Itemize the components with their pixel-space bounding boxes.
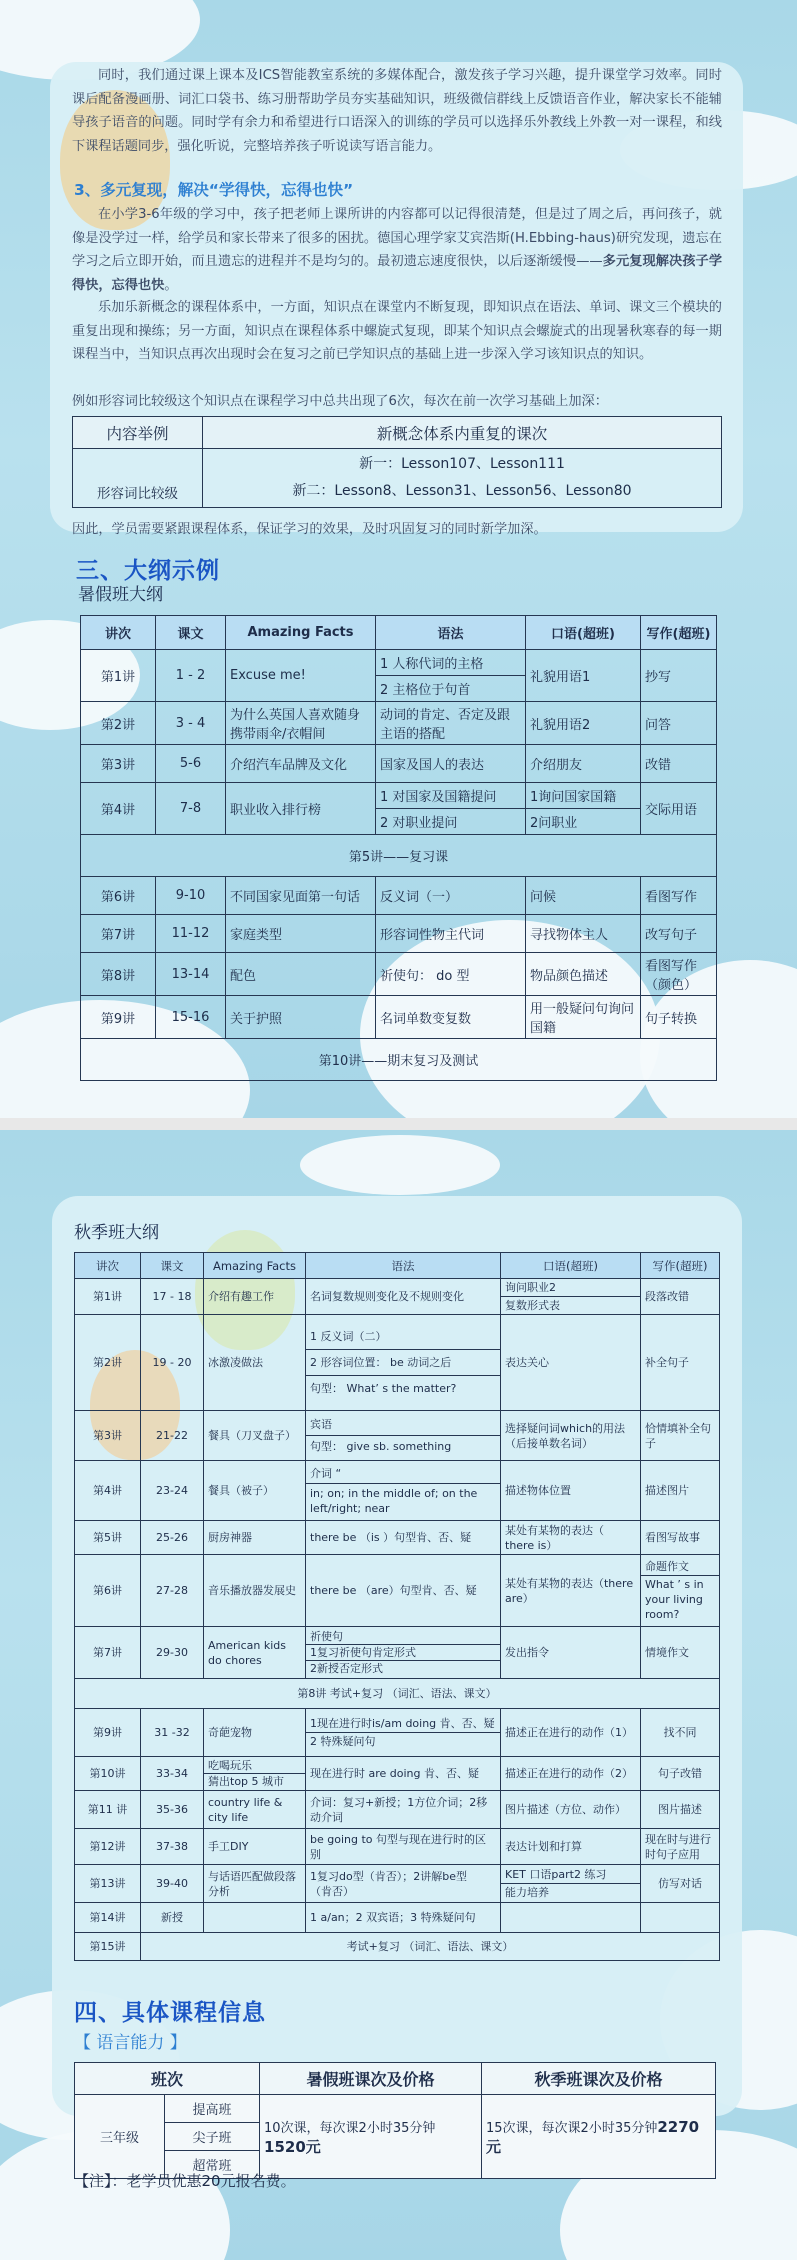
lesson-writing: 句子改错 [641,1757,720,1791]
lesson-grammar: 1 a/an；2 双宾语；3 特殊疑问句 [306,1903,501,1933]
bold-phrase: 多元复现解决孩子学得快，忘得也快 [72,254,723,293]
lesson-text: 7-8 [156,783,226,835]
summer-price-text: 10次课，每次课2小时35分钟 [264,2120,436,2136]
lessons-new-two: 新二：Lesson8、Lesson31、Lesson56、Lesson80 [292,483,632,499]
lesson-oral: 描述物体位置 [501,1461,641,1521]
lesson-number: 第15讲 [75,1933,141,1961]
lesson-writing: 看图写作（颜色） [641,953,717,996]
lesson-grammar [376,783,526,835]
lesson-number: 第2讲 [75,1315,141,1411]
lesson-oral: 寻找物体主人 [526,915,641,953]
paragraph-text: 在小学3-6年级的学习中，孩子把老师上课所讲的内容都可以记得很清楚，但是过了周之后，再问孩子，就像是没学过一样，给学员和家长带来了很多的困扰。德国心理学家艾宾浩斯(H.Ebbing-haus)研究发现，遗忘在学习之后立即开始，而且遗忘的进程并不是均匀的。最初遗忘速度很快，以后逐渐缓慢—— [72,207,722,269]
lesson-number: 第8讲 [81,953,156,996]
lesson-number: 第6讲 [75,1555,141,1627]
summer-price-cell [260,2095,482,2179]
lesson-oral: 问候 [526,877,641,915]
lesson-number: 第6讲 [81,877,156,915]
grammar-line: 1复习do型（肯否）；2讲解be型 [310,1869,467,1883]
lesson-grammar-line: 1 对国家及国籍提问 [376,783,525,809]
lesson-oral: 描述正在进行的动作（2） [501,1757,641,1791]
oral-line: 能力培养 [505,1886,549,1899]
lesson-number: 第4讲 [81,783,156,835]
lesson-number: 第3讲 [75,1411,141,1461]
grammar-line: 2新授否定形式 [310,1662,383,1675]
lesson-grammar [306,1865,501,1903]
lesson-oral: 用一般疑问句询问国籍 [526,996,641,1039]
lesson-oral: 介绍朋友 [526,745,641,783]
lesson-oral: 某处有某物的表达（there are） [501,1555,641,1627]
lesson-writing: 仿写对话 [641,1865,720,1903]
grade-cell: 三年级 [75,2095,165,2179]
table-row [81,702,717,745]
lesson-number: 第1讲 [75,1279,141,1315]
oral-line: KET 口语part2 练习 [501,1866,640,1884]
fall-outline-title: 秋季班大纲 [74,1223,159,1243]
lesson-oral [501,1279,641,1315]
lesson-text: 27-28 [141,1555,204,1627]
lesson-facts: 为什么英国人喜欢随身携带雨伞/衣帽间 [226,702,376,745]
lesson-text: 9-10 [156,877,226,915]
lesson-writing: 改错 [641,745,717,783]
lesson-facts: 配色 [226,953,376,996]
lesson-oral: 选择疑问词which的用法（后接单数名词） [501,1411,641,1461]
lesson-number: 第7讲 [75,1627,141,1679]
lesson-facts: American kids do chores [204,1627,306,1679]
table-row [75,1279,720,1315]
lesson-grammar: 动词的肯定、否定及跟主语的搭配 [376,702,526,745]
lesson-number: 第12讲 [75,1829,141,1865]
lesson-writing: 抄写 [641,650,717,702]
lesson-text: 19 - 20 [141,1315,204,1411]
summer-price: 1520元 [264,2137,321,2156]
lesson-writing: 现在时与进行时句子应用 [641,1829,720,1865]
lesson-writing: 段落改错 [641,1279,720,1315]
lesson-number: 第10讲 [75,1757,141,1791]
lesson-writing: 恰情填补全句子 [641,1411,720,1461]
lesson-oral: 礼貌用语2 [526,702,641,745]
grammar-line: 句型： What’ s the matter? [310,1382,457,1395]
lesson-oral: 物品颜色描述 [526,953,641,996]
lesson-facts: 音乐播放器发展史 [204,1555,306,1627]
lessons-new-one: 新一：Lesson107、Lesson111 [359,456,565,472]
price-header-summer: 暑假班课次及价格 [260,2063,482,2095]
paragraph-end: 。 [164,277,178,293]
lesson-number: 第7讲 [81,915,156,953]
grammar-line: 1复习祈使句肯定形式 [306,1645,500,1661]
lesson-text: 33-34 [141,1757,204,1791]
lesson-number: 第4讲 [75,1461,141,1521]
table-row [81,915,717,953]
lesson-grammar: 介词：复习+新授；1方位介词；2移动介词 [306,1791,501,1829]
table-row [75,1791,720,1829]
table-row [75,1933,720,1961]
price-header-class: 班次 [75,2063,260,2095]
lesson-grammar-line: 2 对职业提问 [380,816,458,831]
table-row [81,877,717,915]
lesson-writing: 描述图片 [641,1461,720,1521]
table-row [81,1039,717,1081]
example-lessons [203,449,722,508]
lesson-text: 23-24 [141,1461,204,1521]
table-row [81,783,717,835]
example-header-content: 内容举例 [73,417,203,449]
lesson-writing [641,1555,720,1627]
section-course-info-title: 四、具体课程信息 [74,2000,266,2026]
summer-header-cell: Amazing Facts [226,616,376,650]
lesson-facts: 手工DIY [204,1829,306,1865]
example-topic: 形容词比较级 [73,449,203,508]
fall-header-cell: 写作(超班) [641,1253,720,1279]
lesson-facts: 关于护照 [226,996,376,1039]
fall-price: 2270元 [486,2117,700,2156]
lesson-facts [204,1903,306,1933]
review-row: 第5讲——复习课 [81,835,717,877]
table-row [75,1829,720,1865]
price-header-fall: 秋季班课次及价格 [482,2063,716,2095]
lesson-grammar: be going to 句型与现在进行时的区别 [306,1829,501,1865]
lesson-oral [501,1865,641,1903]
fall-header-cell: 课文 [141,1253,204,1279]
table-row [75,1865,720,1903]
grammar-line: 1 反义词（二） [306,1324,500,1350]
lesson-facts: 不同国家见面第一句话 [226,877,376,915]
fall-outline-table [74,1252,720,1961]
summer-outline-table [80,615,717,1081]
grammar-line: in; on; in the middle of; on the left/right; near [310,1486,478,1515]
table-row [75,1903,720,1933]
lesson-grammar: 国家及国人的表达 [376,745,526,783]
lesson-writing [641,1903,720,1933]
fall-header-cell: 讲次 [75,1253,141,1279]
table-row [75,1461,720,1521]
table-row [75,1315,720,1411]
lesson-number: 第13讲 [75,1865,141,1903]
lesson-facts: 餐具（刀叉盘子） [204,1411,306,1461]
lesson-oral [501,1903,641,1933]
fall-header-cell: 口语(超班) [501,1253,641,1279]
lesson-oral: 表达关心 [501,1315,641,1411]
table-row [75,1709,720,1757]
table-row [81,953,717,996]
class-level: 尖子班 [165,2123,260,2151]
lesson-facts [204,1757,306,1791]
lesson-grammar-line: 1 人称代词的主格 [376,650,525,676]
lesson-grammar [306,1709,501,1757]
table-row [75,1411,720,1461]
table-row [81,835,717,877]
lesson-text: 21-22 [141,1411,204,1461]
lesson-oral: 某处有某物的表达（ there is） [501,1521,641,1555]
lesson-oral: 描述正在进行的动作（1） [501,1709,641,1757]
lesson-number: 第11 讲 [75,1791,141,1829]
fall-header-cell: Amazing Facts [204,1253,306,1279]
lesson-writing: 问答 [641,702,717,745]
table-row [75,1521,720,1555]
language-ability-label: 【 语言能力 】 [74,2033,187,2053]
grammar-line: 1现在进行时is/am doing 肯、否、疑 [306,1715,500,1733]
lesson-text: 5-6 [156,745,226,783]
lesson-facts: 冰激凌做法 [204,1315,306,1411]
example-table [72,416,722,508]
lesson-grammar [306,1461,501,1521]
paragraph-multimedia: 同时，我们通过课上课本及ICS智能教室系统的多媒体配合，激发孩子学习兴趣，提升课堂学习效率。同时课后配备漫画册、词汇口袋书、练习册帮助学员夯实基础知识，班级微信群线上反馈语音作业，解决家长不能辅导孩子语音的问题。同时学有余力和希望进行口语深入的训练的学员可以选择乐外教线上外教一对一课程，和线下课程话题同步，强化听说，完整培养孩子听说读写语言能力。 [72,68,722,154]
fall-price-cell [482,2095,716,2179]
lesson-oral [526,783,641,835]
fall-table-header [75,1253,720,1279]
summer-table-header [81,616,717,650]
lesson-text: 35-36 [141,1791,204,1829]
lesson-writing: 图片描述 [641,1791,720,1829]
lesson-facts: Excuse me! [226,650,376,702]
fall-price-text: 15次课，每次课2小时35分钟 [486,2120,658,2136]
lesson-text: 17 - 18 [141,1279,204,1315]
lesson-number: 第14讲 [75,1903,141,1933]
lesson-facts: 家庭类型 [226,915,376,953]
lesson-grammar: 形容词性物主代词 [376,915,526,953]
lesson-grammar: 名词复数规则变化及不规则变化 [306,1279,501,1315]
lesson-facts: 餐具（被子） [204,1461,306,1521]
table-row [75,1555,720,1627]
lesson-writing: 情境作文 [641,1627,720,1679]
fall-header-cell: 语法 [306,1253,501,1279]
lesson-oral: 表达计划和打算 [501,1829,641,1865]
paragraph-ebbinghaus [72,203,722,297]
grammar-line: 2 形容词位置： be 动词之后 [306,1350,500,1376]
example-header-lessons: 新概念体系内重复的课次 [203,417,722,449]
table-row [75,1757,720,1791]
heading-review: 3、多元复现，解决“学得快，忘得也快” [74,181,354,199]
lesson-grammar: there be （is ）句型肯、否、疑 [306,1521,501,1555]
lesson-oral: 礼貌用语1 [526,650,641,702]
lesson-facts: 厨房神器 [204,1521,306,1555]
review-row: 考试+复习 （词汇、语法、课文） [141,1933,720,1961]
table-row [75,1679,720,1709]
table-row [75,1627,720,1679]
section-outline-title: 三、大纲示例 [76,558,220,584]
lesson-text: 13-14 [156,953,226,996]
table-row [81,996,717,1039]
discount-note: 【注】：老学员优惠20元报名费。 [74,2172,296,2190]
lesson-grammar: 名词单数变复数 [376,996,526,1039]
oral-line: 询问职业2 [501,1279,640,1297]
summer-table-body [81,650,717,1081]
lesson-number: 第3讲 [81,745,156,783]
page-two [0,1130,797,2260]
lesson-grammar: 祈使句： do 型 [376,953,526,996]
lesson-number: 第9讲 [81,996,156,1039]
grammar-line: 祈使句 [306,1629,500,1645]
lesson-grammar [306,1315,501,1411]
lesson-text: 25-26 [141,1521,204,1555]
facts-line: 猜出top 5 城市 [208,1775,285,1788]
review-row: 第8讲 考试+复习 （词汇、语法、课文） [75,1679,720,1709]
grammar-line: 介词 “ [306,1464,500,1484]
cloud-decoration [300,1135,500,1195]
facts-line: 吃喝玩乐 [204,1758,305,1774]
summer-outline-title: 暑假班大纲 [78,585,163,605]
lesson-text: 29-30 [141,1627,204,1679]
lesson-text: 37-38 [141,1829,204,1865]
lesson-facts: 介绍有趣工作 [204,1279,306,1315]
grammar-line: 宾语 [306,1414,500,1436]
grammar-line: 句型： give sb. something [310,1440,452,1453]
lesson-facts: 奇葩宠物 [204,1709,306,1757]
page-gap [0,1118,797,1130]
paragraph-example: 例如形容词比较级这个知识点在课程学习中总共出现了6次，每次在前一次学习基础上加深： [72,394,608,409]
lesson-grammar: there be （are）句型肯、否、疑 [306,1555,501,1627]
lesson-facts: 介绍汽车品牌及文化 [226,745,376,783]
summer-header-cell: 口语(超班) [526,616,641,650]
lesson-grammar [376,650,526,702]
lesson-grammar [306,1411,501,1461]
lesson-writing: 补全句子 [641,1315,720,1411]
paragraph-conclusion: 因此，学员需要紧跟课程体系，保证学习的效果，及时巩固复习的同时新学加深。 [72,522,547,537]
summer-header-cell: 课文 [156,616,226,650]
lesson-text: 31 -32 [141,1709,204,1757]
lesson-writing: 句子转换 [641,996,717,1039]
review-row: 第10讲——期末复习及测试 [81,1039,717,1081]
lesson-grammar: 现在进行时 are doing 肯、否、疑 [306,1757,501,1791]
lesson-grammar: 反义词（一） [376,877,526,915]
lesson-text: 11-12 [156,915,226,953]
lesson-number: 第9讲 [75,1709,141,1757]
lesson-number: 第2讲 [81,702,156,745]
lesson-text: 15-16 [156,996,226,1039]
page-one [0,0,797,1118]
lesson-writing: 改写句子 [641,915,717,953]
table-row [81,650,717,702]
price-table [74,2062,716,2179]
lesson-facts: 职业收入排行榜 [226,783,376,835]
lesson-writing: 看图写作 [641,877,717,915]
lesson-number: 第5讲 [75,1521,141,1555]
oral-line: 复数形式表 [505,1299,560,1312]
lesson-oral: 图片描述（方位、动作） [501,1791,641,1829]
lesson-grammar [306,1627,501,1679]
lesson-number: 第1讲 [81,650,156,702]
lesson-oral: 发出指令 [501,1627,641,1679]
lesson-oral-line: 2问职业 [530,816,578,831]
lesson-text: 39-40 [141,1865,204,1903]
lesson-facts: country life & city life [204,1791,306,1829]
lesson-writing: 交际用语 [641,783,717,835]
writing-line: What ’ s in your living room? [645,1578,704,1621]
lesson-text: 1 - 2 [156,650,226,702]
grammar-line: （肯否） [310,1884,354,1898]
lesson-facts: 与话语匹配做段落分析 [204,1865,306,1903]
paragraph-spiral: 乐加乐新概念的课程体系中，一方面，知识点在课堂内不断复现，即知识点在语法、单词、课文三个模块的重复出现和操练；另一方面，知识点在课程体系中螺旋式复现，即某个知识点会螺旋式的出现暑秋寒春的每一期课程当中，当知识点再次出现时会在复习之前已学知识点的基础上进一步深入学习该知识点的知识。 [72,300,722,362]
summer-header-cell: 语法 [376,616,526,650]
writing-line: 命题作文 [641,1558,719,1576]
grammar-line: 2 特殊疑问句 [310,1735,376,1748]
lesson-writing: 找不同 [641,1709,720,1757]
summer-header-cell: 讲次 [81,616,156,650]
lesson-oral-line: 1询问国家国籍 [526,783,640,809]
lesson-text: 3 - 4 [156,702,226,745]
class-level: 提高班 [165,2095,260,2123]
table-row [81,745,717,783]
lesson-grammar-line: 2 主格位于句首 [380,683,471,698]
summer-header-cell: 写作(超班) [641,616,717,650]
lesson-writing: 看图写故事 [641,1521,720,1555]
lesson-text: 新授 [141,1903,204,1933]
class-level: 超常班 [165,2151,260,2179]
